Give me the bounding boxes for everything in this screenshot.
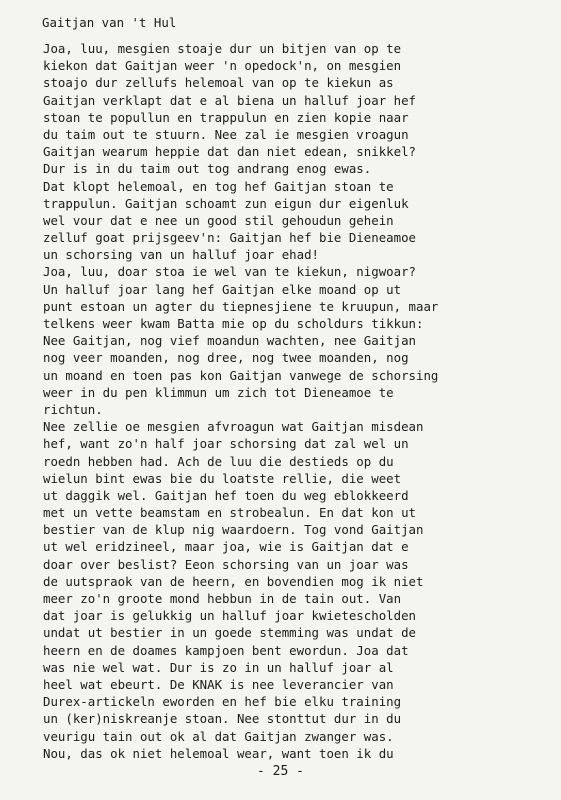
page-number: - 25 - [257, 764, 304, 779]
text-line: un schorsing van un halluf joar ehad! [43, 247, 320, 263]
text-line: ut wel eridzineel, maar joa, wie is Gaitjan dat e [43, 539, 409, 555]
text-line: roedn hebben had. Ach de luu die destieds op du [43, 453, 394, 469]
text-line: un (ker)niskreanje stoan. Nee stonttut dur in du [43, 711, 402, 727]
text-line: zelluf goat prijsgeev'n: Gaitjan hef bie Dieneamoe [43, 230, 416, 246]
text-line: Gaitjan verklapt dat e al biena un halluf joar hef [43, 92, 416, 108]
text-line: bestier van de klup nig waardoern. Tog vond Gaitjan [43, 522, 424, 538]
text-line: trappulun. Gaitjan schoamt zun eigun dur eigenluk [43, 195, 409, 211]
text-line: wielun bint ewas bie du loatste rellie, die weet [43, 470, 402, 486]
text-line: de uutspraok van de heern, en bovendien mog ik niet [43, 573, 424, 589]
text-line: Joa, luu, doar stoa ie wel van te kiekun, nigwoar? [43, 264, 416, 280]
text-line: du taim out te stuurn. Nee zal ie mesgien vroagun [43, 126, 409, 142]
text-line: Nee Gaitjan, nog vief moandun wachten, nee Gaitjan [43, 333, 416, 349]
text-line: dat joar is gelukkig un halluf joar kwietescholden [43, 608, 416, 624]
text-line: Gaitjan wearum heppie dat dan niet edean, snikkel? [43, 144, 416, 160]
text-line: was nie wel wat. Dur is zo in un halluf joar al [43, 659, 394, 675]
text-line: heel wat ebeurt. De KNAK is nee leverancier van [43, 676, 394, 692]
text-line: meer zo'n groote mond hebbun in de tain out. Van [43, 591, 402, 606]
text-line: met un vette beamstam en strobealun. En dat kon ut [43, 505, 416, 521]
text-line: Un halluf joar lang hef Gaitjan elke moand op ut [43, 281, 402, 297]
text-line: doar over beslist? Eeon schorsing van un joar was [43, 556, 409, 572]
body-text [43, 40, 438, 762]
text-line: richtun. [43, 401, 103, 417]
text-line: un moand en toen pas kon Gaitjan vanwege de schorsing [43, 367, 439, 383]
text-line: kiekon dat Gaitjan weer 'n opedock'n, on mesgien [43, 58, 402, 74]
text-line: undat ut bestier in un goede stemming was undat de [43, 625, 416, 641]
text-line: Durex-artickeln eworden en hef bie elku training [43, 694, 402, 710]
text-line: Nou, das ok niet helemoal wear, want toen ik du [43, 745, 394, 761]
text-line: hef, want zo'n half joar schorsing dat zal wel un [43, 436, 409, 452]
author-name: Gaitjan van 't Hul [42, 15, 177, 30]
text-line: Nee zellie oe mesgien afvroagun wat Gaitjan misdean [43, 419, 424, 435]
text-line: nog veer moanden, nog dree, nog twee moanden, nog [43, 350, 409, 366]
text-line: Dat klopt helemoal, en tog hef Gaitjan stoan te [43, 178, 394, 194]
text-line: weer in du pen klimmun um zich tot Dieneamoe te [43, 384, 394, 400]
text-line: wel vour dat e nee un good stil gehoudun gehein [43, 212, 394, 228]
text-line: telkens weer kwam Batta mie op du scholdurs tikkun: [43, 316, 424, 331]
text-line: heern en de doames kampjoen bent ewordun. Joa dat [43, 642, 409, 658]
text-line: Dur is in du taim out tog andrang enog ewas. [43, 161, 372, 177]
text-line: punt estoan un agter du tiepnesjiene te kruupun, maar [43, 298, 439, 314]
text-line: stoajo dur zellufs helemoal van op te kiekun as [43, 75, 394, 91]
text-line: stoan te popullun en trappulun en zien kopie naar [43, 109, 409, 125]
text-line: veurigu tain out ok al dat Gaitjan zwanger was. [43, 728, 394, 744]
text-line: ut daggik wel. Gaitjan hef toen du weg eblokkeerd [43, 487, 409, 503]
text-line: Joa, luu, mesgien stoaje dur un bitjen van op te [43, 41, 402, 56]
